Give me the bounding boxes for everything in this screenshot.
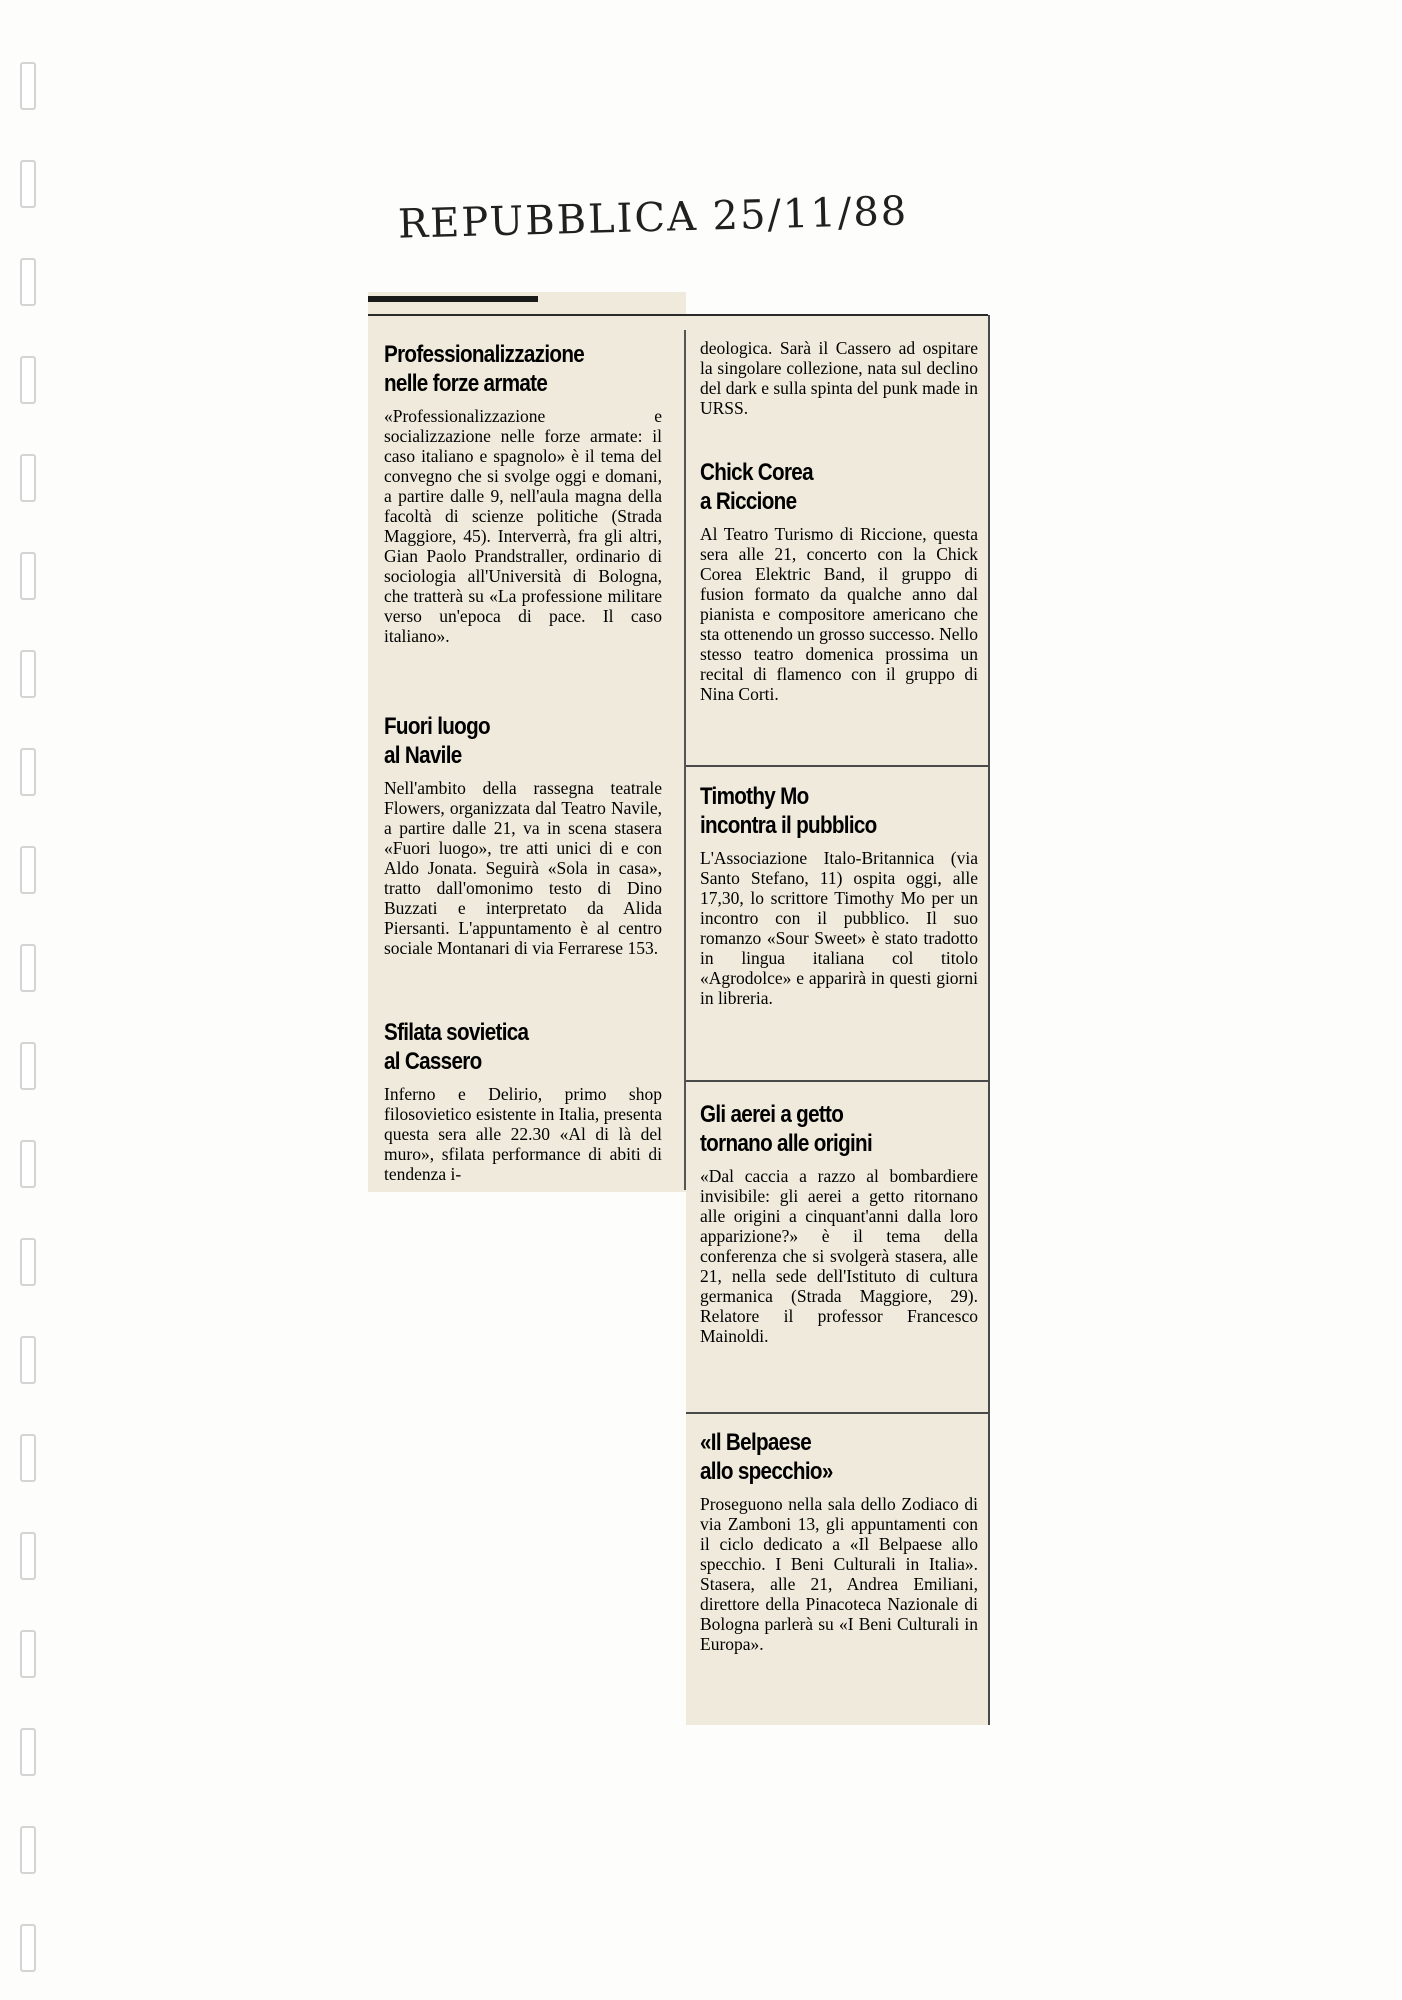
binder-hole — [20, 1826, 36, 1874]
binder-hole — [20, 356, 36, 404]
article-chick-corea — [700, 458, 978, 704]
section-rule — [686, 1412, 988, 1414]
binder-hole — [20, 944, 36, 992]
article-headline: Sfilata sovietica al Cassero — [384, 1019, 529, 1075]
binder-holes — [0, 0, 60, 2000]
article-body: «Dal caccia a razzo al bombardiere invisibile: gli aerei a getto ritornano alle origini a cinquant'anni dalla loro apparizione?» è il tema della conferenza che si svolgerà stasera, alle 21, nella sede dell'Istituto di cultura germanica (Strada Maggiore, 29). Relatore il professor Francesco Mainoldi. — [700, 1166, 978, 1346]
binder-hole — [20, 258, 36, 306]
binder-hole — [20, 748, 36, 796]
binder-hole — [20, 454, 36, 502]
article-body: L'Associazione Italo-Britannica (via Santo Stefano, 11) ospita oggi, alle 17,30, lo scrittore Timothy Mo per un incontro con il pubblico. Il suo romanzo «Sour Sweet» è stato tradotto in lingua italiana col titolo «Agrodolce» e apparirà in questi giorni in libreria. — [700, 848, 978, 1008]
article-body: Inferno e Delirio, primo shop filosovietico esistente in Italia, presenta questa sera alle 22.30 «Al di là del muro», sfilata performance di abiti di tendenza i- — [384, 1084, 662, 1184]
article-body: «Professionalizzazione e socializzazione nelle forze armate: il caso italiano e spagnolo» è il tema del convegno che si svolge oggi e domani, a partire dalle 9, nell'aula magna della facoltà di scienze politiche (Strada Maggiore, 45). Interverrà, fra gli altri, Gian Paolo Prandstraller, ordinario di sociologia all'Università di Bologna, che tratterà su «La professione militare verso un'epoca di pace. Il caso italiano». — [384, 406, 662, 646]
binder-hole — [20, 160, 36, 208]
binder-hole — [20, 1630, 36, 1678]
binder-hole — [20, 1532, 36, 1580]
header-rule-thick — [368, 296, 538, 302]
article-headline: Gli aerei a getto tornano alle origini — [700, 1101, 873, 1157]
binder-hole — [20, 552, 36, 600]
article-headline: Fuori luogo al Navile — [384, 713, 490, 769]
article-belpaese — [700, 1428, 978, 1654]
binder-hole — [20, 1042, 36, 1090]
column-divider — [684, 330, 686, 1190]
section-rule — [686, 765, 988, 767]
header-rule-thin — [368, 314, 988, 316]
article-headline: «Il Belpaese allo specchio» — [700, 1429, 833, 1485]
binder-hole — [20, 1336, 36, 1384]
binder-hole — [20, 846, 36, 894]
binder-hole — [20, 1238, 36, 1286]
article-professionalizzazione — [384, 340, 662, 646]
article-body: deologica. Sarà il Cassero ad ospitare la singolare collezione, nata sul declino del dark e sulla spinta del punk made in URSS. — [700, 338, 978, 418]
binder-hole — [20, 650, 36, 698]
binder-hole — [20, 1434, 36, 1482]
article-headline: Timothy Mo incontra il pubblico — [700, 783, 877, 839]
binder-hole — [20, 1728, 36, 1776]
article-body: Al Teatro Turismo di Riccione, questa sera alle 21, concerto con la Chick Corea Elektric Band, il gruppo di fusion formato da qualche anno dal pianista e compositore americano che sta ottenendo un grosso successo. Nello stesso teatro domenica prossima un recital di flamenco con il gruppo di Nina Corti. — [700, 524, 979, 704]
section-rule — [686, 1080, 988, 1082]
binder-hole — [20, 1140, 36, 1188]
article-body: Nell'ambito della rassegna teatrale Flowers, organizzata dal Teatro Navile, a partire dalle 21, va in scena stasera «Fuori luogo», tre atti unici di e con Aldo Jonata. Seguirà «Sola in casa», tratto dall'omonimo testo di Dino Buzzati e interpretato da Alida Piersanti. L'appuntamento è al centro sociale Montanari di via Ferrarese 153. — [384, 778, 662, 958]
article-body: Proseguono nella sala dello Zodiaco di via Zamboni 13, gli appuntamenti con il ciclo dedicato a «Il Belpaese allo specchio. I Beni Culturali in Italia». Stasera, alle 21, Andrea Emiliani, direttore della Pinacoteca Nazionale di Bologna parlerà su «I Beni Culturali in Europa». — [700, 1494, 978, 1654]
binder-hole — [20, 1924, 36, 1972]
article-sfilata-continuation — [700, 338, 978, 418]
binder-hole — [20, 62, 36, 110]
handwritten-source-note: REPUBBLICA 25/11/88 — [397, 188, 909, 248]
article-fuori-luogo — [384, 712, 662, 958]
article-aerei-a-getto — [700, 1100, 978, 1346]
article-headline: Professionalizzazione nelle forze armate — [384, 341, 585, 397]
article-headline: Chick Corea a Riccione — [700, 459, 813, 515]
article-timothy-mo — [700, 782, 978, 1008]
article-sfilata-sovietica — [384, 1018, 662, 1184]
